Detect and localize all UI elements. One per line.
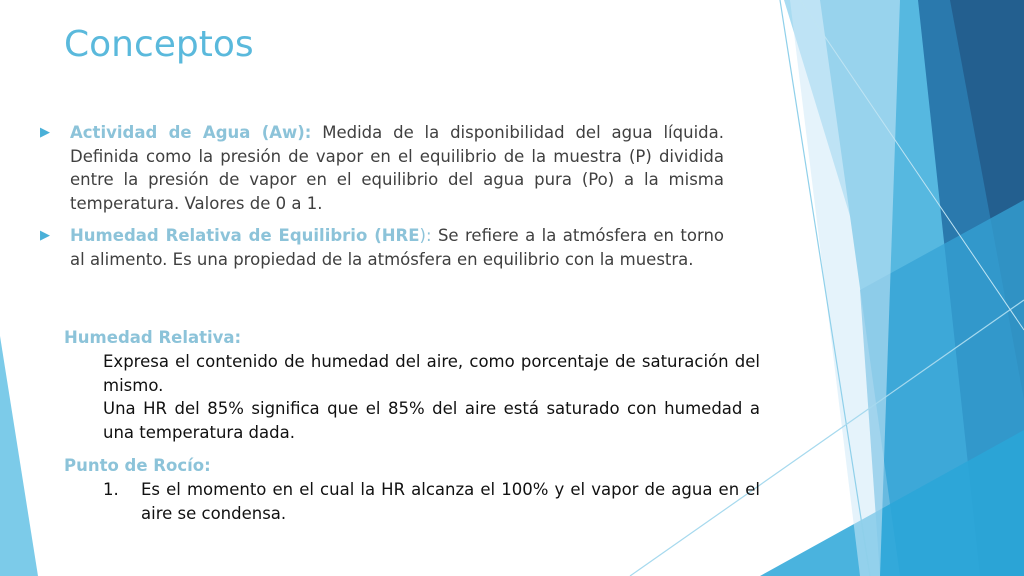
bullet-arrow-icon: ▶ [40,125,50,140]
list-item-text: Es el momento en el cual la HR alcanza el 100% y el vapor de agua en el aire se condensa. [141,480,760,523]
humedad-relativa-heading: Humedad Relativa: [64,328,242,347]
humedad-relativa-line-2: Una HR del 85% significa que el 85% del aire está saturado con humedad a una temperatura dada. [103,399,760,442]
bullet-description: Medida de la disponibilidad del agua líquida. Definida como la presión de vapor en el equilibrio de la muestra (P) dividida entre la presión de vapor en el equilibrio del agua pura (Po) a la misma temperatura. Valores de 0 a 1. [70,123,724,213]
bullet-term: Humedad Relativa de Equilibrio (HRE [70,226,420,245]
list-item [103,478,760,525]
humedad-relativa-line-1: Expresa el contenido de humedad del aire, como porcentaje de saturación del mismo. [103,352,760,395]
bullet-text [70,121,724,215]
left-edge-shape [0,336,38,576]
bullet-text [70,224,724,271]
bullet-term-suffix: ): [419,226,432,245]
bullet-arrow-icon: ▶ [40,228,50,243]
punto-rocio-heading: Punto de Rocío: [64,456,211,475]
bullet-term: Actividad de Agua (Aw): [70,123,312,142]
bullet-actividad-agua [40,121,724,215]
bullet-humedad-equilibrio [40,224,724,271]
list-item-number: 1. [103,480,119,499]
page-title: Conceptos [64,24,254,65]
bullet-description: Se refiere a la atmósfera en torno al alimento. Es una propiedad de la atmósfera en equilibrio con la muestra. [70,226,724,269]
